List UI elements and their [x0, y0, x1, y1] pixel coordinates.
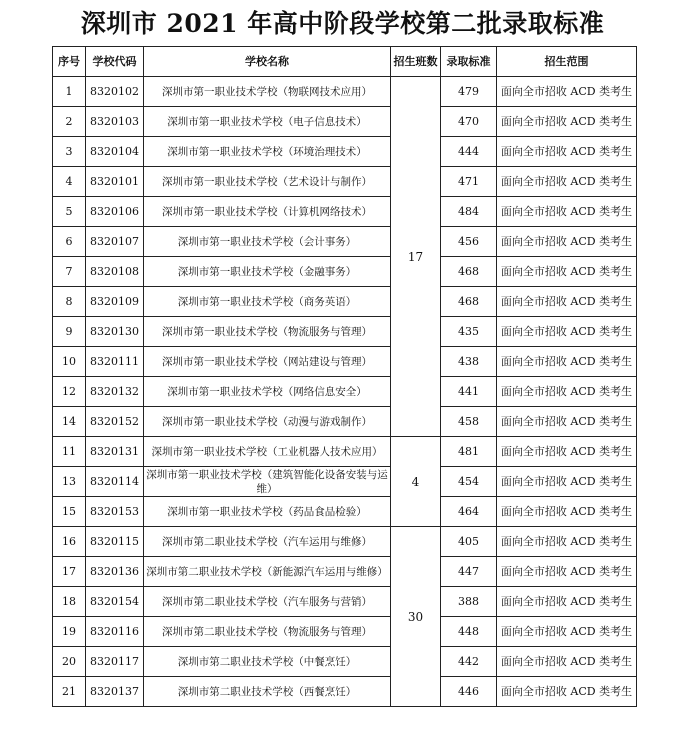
- cell-enrollment-scope: 面向全市招收 ACD 类考生: [497, 77, 637, 107]
- cell-enrollment-scope: 面向全市招收 ACD 类考生: [497, 677, 637, 707]
- table-row: [53, 287, 637, 317]
- cell-admission-score: 405: [441, 527, 497, 557]
- table-row: [53, 107, 637, 137]
- table-row: [53, 227, 637, 257]
- cell-admission-score: 456: [441, 227, 497, 257]
- cell-school-code: 8320116: [86, 617, 144, 647]
- admission-table: [52, 46, 637, 707]
- cell-admission-score: 448: [441, 617, 497, 647]
- cell-enrollment-scope: 面向全市招收 ACD 类考生: [497, 497, 637, 527]
- cell-admission-score: 481: [441, 437, 497, 467]
- cell-enrollment-scope: 面向全市招收 ACD 类考生: [497, 527, 637, 557]
- cell-admission-score: 471: [441, 167, 497, 197]
- cell-admission-score: 388: [441, 587, 497, 617]
- cell-serial: 16: [53, 527, 86, 557]
- cell-school-code: 8320109: [86, 287, 144, 317]
- cell-school-name: 深圳市第一职业技术学校（商务英语）: [144, 287, 391, 317]
- cell-class-count: 17: [391, 77, 441, 437]
- cell-admission-score: 454: [441, 467, 497, 497]
- cell-admission-score: 479: [441, 77, 497, 107]
- cell-school-code: 8320104: [86, 137, 144, 167]
- cell-serial: 14: [53, 407, 86, 437]
- table-row: [53, 347, 637, 377]
- cell-serial: 10: [53, 347, 86, 377]
- cell-enrollment-scope: 面向全市招收 ACD 类考生: [497, 257, 637, 287]
- table-row: [53, 677, 637, 707]
- cell-enrollment-scope: 面向全市招收 ACD 类考生: [497, 287, 637, 317]
- header-enrollment-scope: 招生范围: [497, 47, 637, 77]
- cell-enrollment-scope: 面向全市招收 ACD 类考生: [497, 467, 637, 497]
- cell-school-name: 深圳市第二职业技术学校（汽车服务与营销）: [144, 587, 391, 617]
- cell-serial: 11: [53, 437, 86, 467]
- cell-school-name: 深圳市第二职业技术学校（中餐烹饪）: [144, 647, 391, 677]
- cell-school-code: 8320108: [86, 257, 144, 287]
- cell-school-code: 8320130: [86, 317, 144, 347]
- table-row: [53, 377, 637, 407]
- cell-enrollment-scope: 面向全市招收 ACD 类考生: [497, 167, 637, 197]
- cell-school-code: 8320107: [86, 227, 144, 257]
- table-row: [53, 317, 637, 347]
- header-serial: 序号: [53, 47, 86, 77]
- cell-enrollment-scope: 面向全市招收 ACD 类考生: [497, 197, 637, 227]
- cell-admission-score: 444: [441, 137, 497, 167]
- cell-school-name: 深圳市第二职业技术学校（西餐烹饪）: [144, 677, 391, 707]
- table-row: [53, 617, 637, 647]
- cell-school-name: 深圳市第一职业技术学校（金融事务）: [144, 257, 391, 287]
- cell-admission-score: 464: [441, 497, 497, 527]
- cell-serial: 13: [53, 467, 86, 497]
- cell-school-code: 8320114: [86, 467, 144, 497]
- table-row: [53, 557, 637, 587]
- cell-serial: 6: [53, 227, 86, 257]
- page-title: 深圳市 2021 年高中阶段学校第二批录取标准: [80, 9, 605, 38]
- cell-serial: 1: [53, 77, 86, 107]
- table-body: [53, 77, 637, 707]
- cell-admission-score: 442: [441, 647, 497, 677]
- table-row: [53, 197, 637, 227]
- table-row: [53, 467, 637, 497]
- cell-school-name: 深圳市第一职业技术学校（网络信息安全）: [144, 377, 391, 407]
- cell-serial: 5: [53, 197, 86, 227]
- cell-admission-score: 458: [441, 407, 497, 437]
- cell-serial: 18: [53, 587, 86, 617]
- cell-admission-score: 468: [441, 287, 497, 317]
- cell-admission-score: 484: [441, 197, 497, 227]
- cell-enrollment-scope: 面向全市招收 ACD 类考生: [497, 617, 637, 647]
- cell-enrollment-scope: 面向全市招收 ACD 类考生: [497, 557, 637, 587]
- cell-school-name: 深圳市第一职业技术学校（建筑智能化设备安装与运维）: [144, 467, 391, 497]
- cell-admission-score: 468: [441, 257, 497, 287]
- table-header-row: [53, 47, 637, 77]
- cell-class-count: 4: [391, 437, 441, 527]
- cell-serial: 2: [53, 107, 86, 137]
- cell-school-code: 8320106: [86, 197, 144, 227]
- cell-school-code: 8320153: [86, 497, 144, 527]
- cell-school-name: 深圳市第一职业技术学校（艺术设计与制作）: [144, 167, 391, 197]
- header-school-code: 学校代码: [86, 47, 144, 77]
- cell-admission-score: 438: [441, 347, 497, 377]
- cell-enrollment-scope: 面向全市招收 ACD 类考生: [497, 587, 637, 617]
- cell-school-code: 8320111: [86, 347, 144, 377]
- cell-school-name: 深圳市第一职业技术学校（会计事务）: [144, 227, 391, 257]
- cell-school-code: 8320101: [86, 167, 144, 197]
- cell-school-name: 深圳市第一职业技术学校（动漫与游戏制作）: [144, 407, 391, 437]
- cell-enrollment-scope: 面向全市招收 ACD 类考生: [497, 227, 637, 257]
- cell-school-name: 深圳市第一职业技术学校（物联网技术应用）: [144, 77, 391, 107]
- cell-school-name: 深圳市第一职业技术学校（计算机网络技术）: [144, 197, 391, 227]
- table-row: [53, 527, 637, 557]
- cell-serial: 15: [53, 497, 86, 527]
- cell-school-code: 8320152: [86, 407, 144, 437]
- table-row: [53, 407, 637, 437]
- cell-enrollment-scope: 面向全市招收 ACD 类考生: [497, 377, 637, 407]
- cell-school-name: 深圳市第一职业技术学校（电子信息技术）: [144, 107, 391, 137]
- table-row: [53, 587, 637, 617]
- cell-serial: 3: [53, 137, 86, 167]
- cell-serial: 12: [53, 377, 86, 407]
- cell-enrollment-scope: 面向全市招收 ACD 类考生: [497, 407, 637, 437]
- cell-school-name: 深圳市第一职业技术学校（网站建设与管理）: [144, 347, 391, 377]
- cell-school-name: 深圳市第二职业技术学校（汽车运用与维修）: [144, 527, 391, 557]
- header-class-count: 招生班数: [391, 47, 441, 77]
- cell-enrollment-scope: 面向全市招收 ACD 类考生: [497, 137, 637, 167]
- cell-school-code: 8320137: [86, 677, 144, 707]
- table-row: [53, 137, 637, 167]
- cell-school-name: 深圳市第一职业技术学校（工业机器人技术应用）: [144, 437, 391, 467]
- cell-admission-score: 441: [441, 377, 497, 407]
- cell-school-code: 8320131: [86, 437, 144, 467]
- cell-school-code: 8320103: [86, 107, 144, 137]
- cell-school-code: 8320102: [86, 77, 144, 107]
- cell-school-code: 8320132: [86, 377, 144, 407]
- cell-school-code: 8320136: [86, 557, 144, 587]
- cell-enrollment-scope: 面向全市招收 ACD 类考生: [497, 647, 637, 677]
- cell-school-name: 深圳市第一职业技术学校（物流服务与管理）: [144, 317, 391, 347]
- cell-serial: 7: [53, 257, 86, 287]
- header-school-name: 学校名称: [144, 47, 391, 77]
- cell-school-name: 深圳市第一职业技术学校（药品食品检验）: [144, 497, 391, 527]
- cell-admission-score: 446: [441, 677, 497, 707]
- cell-serial: 21: [53, 677, 86, 707]
- cell-serial: 20: [53, 647, 86, 677]
- cell-enrollment-scope: 面向全市招收 ACD 类考生: [497, 317, 637, 347]
- table-row: [53, 647, 637, 677]
- table-row: [53, 77, 637, 107]
- cell-enrollment-scope: 面向全市招收 ACD 类考生: [497, 347, 637, 377]
- cell-admission-score: 435: [441, 317, 497, 347]
- cell-school-code: 8320154: [86, 587, 144, 617]
- cell-school-name: 深圳市第二职业技术学校（新能源汽车运用与维修）: [144, 557, 391, 587]
- cell-school-code: 8320117: [86, 647, 144, 677]
- cell-serial: 4: [53, 167, 86, 197]
- table-row: [53, 167, 637, 197]
- cell-class-count: 30: [391, 527, 441, 707]
- cell-serial: 9: [53, 317, 86, 347]
- cell-enrollment-scope: 面向全市招收 ACD 类考生: [497, 437, 637, 467]
- table-row: [53, 497, 637, 527]
- cell-school-code: 8320115: [86, 527, 144, 557]
- cell-admission-score: 447: [441, 557, 497, 587]
- table-row: [53, 437, 637, 467]
- header-admission-score: 录取标准: [441, 47, 497, 77]
- table-row: [53, 257, 637, 287]
- cell-serial: 17: [53, 557, 86, 587]
- cell-serial: 8: [53, 287, 86, 317]
- cell-school-name: 深圳市第一职业技术学校（环境治理技术）: [144, 137, 391, 167]
- cell-enrollment-scope: 面向全市招收 ACD 类考生: [497, 107, 637, 137]
- cell-school-name: 深圳市第二职业技术学校（物流服务与管理）: [144, 617, 391, 647]
- cell-serial: 19: [53, 617, 86, 647]
- cell-admission-score: 470: [441, 107, 497, 137]
